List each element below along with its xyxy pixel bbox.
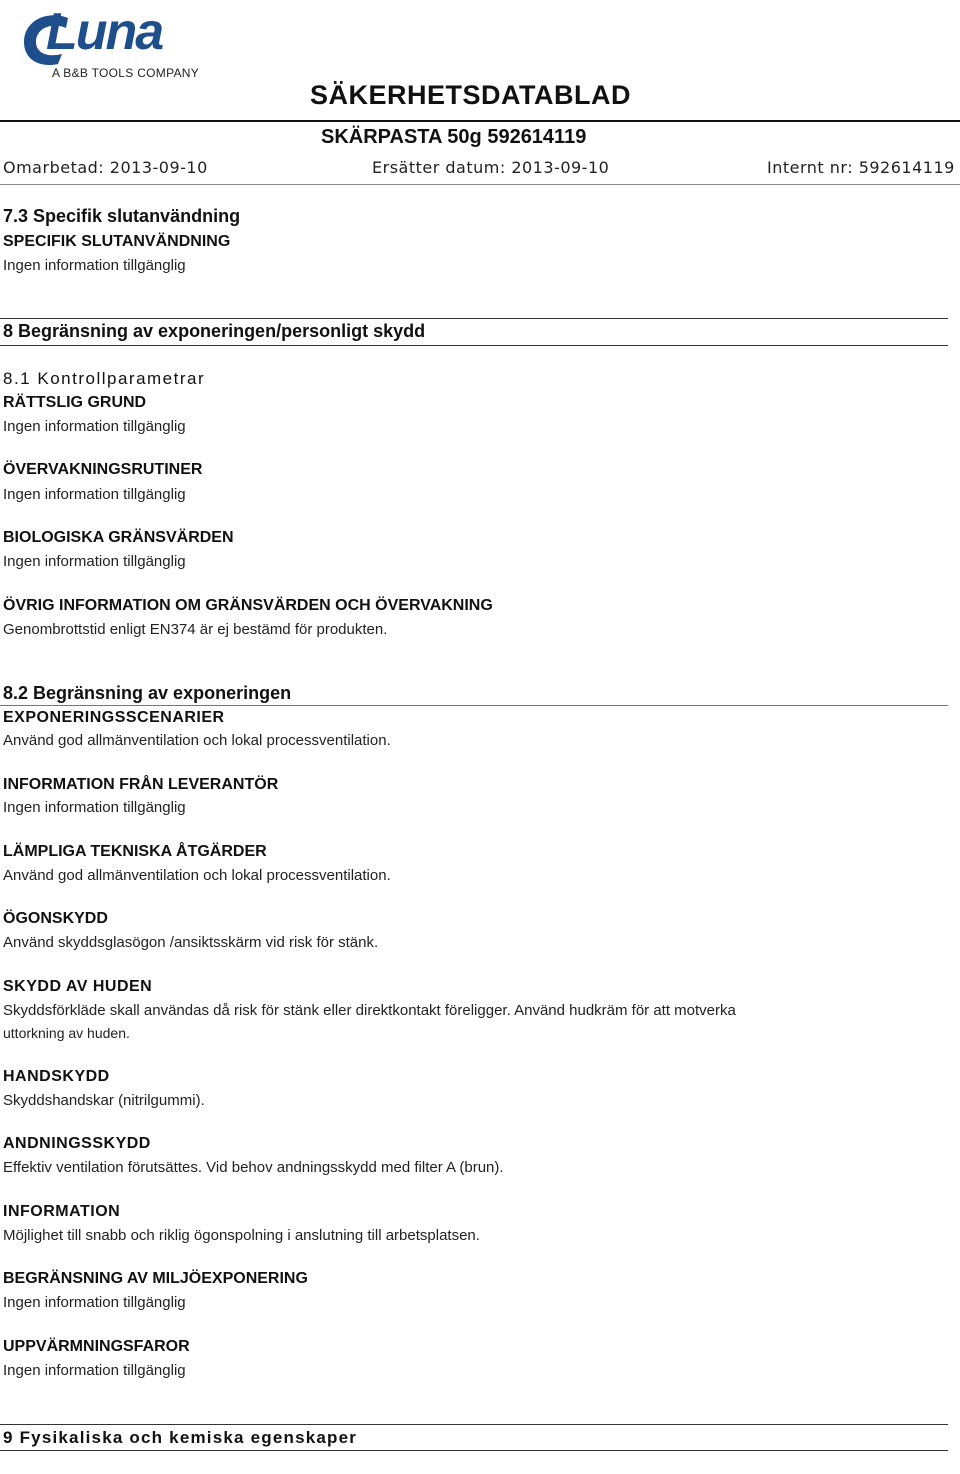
s82-item-label: INFORMATION FRÅN LEVERANTÖR: [3, 776, 279, 793]
section-8-top-rule: [0, 318, 948, 319]
meta-divider: [0, 184, 960, 185]
section-7-3-heading: 7.3 Specifik slutanvändning: [3, 206, 241, 226]
section-8-heading: 8 Begränsning av exponeringen/personligt skydd: [3, 321, 426, 341]
s82-item-label: SKYDD AV HUDEN: [3, 978, 153, 995]
section-9-heading: 9 Fysikaliska och kemiska egenskaper: [3, 1428, 358, 1447]
s81-item-text: Genombrottstid enligt EN374 är ej bestämd för produkten.: [3, 621, 388, 638]
s82-item-label: ÖGONSKYDD: [3, 910, 108, 927]
s81-item-label: BIOLOGISKA GRÄNSVÄRDEN: [3, 529, 234, 546]
document-title: SÄKERHETSDATABLAD: [310, 80, 631, 110]
s81-item-label: RÄTTSLIG GRUND: [3, 394, 147, 411]
s82-item-label: LÄMPLIGA TEKNISKA ÅTGÄRDER: [3, 843, 267, 860]
s82-item-label: HANDSKYDD: [3, 1068, 110, 1085]
replaces-date: Ersätter datum: 2013-09-10: [372, 158, 610, 177]
s82-item-text: Effektiv ventilation förutsättes. Vid behov andningsskydd med filter A (brun).: [3, 1159, 504, 1176]
s82-item-text: Ingen information tillgänglig: [3, 1362, 186, 1379]
s81-item-text: Ingen information tillgänglig: [3, 418, 186, 435]
revised-date: Omarbetad: 2013-09-10: [3, 158, 208, 177]
s82-item-text: Ingen information tillgänglig: [3, 799, 186, 816]
s82-item-text: Möjlighet till snabb och riklig ögonspolning i anslutning till arbetsplatsen.: [3, 1227, 480, 1244]
s81-item-text: Ingen information tillgänglig: [3, 486, 186, 503]
s82-item-label: EXPONERINGSSCENARIER: [3, 709, 225, 726]
s73-label: SPECIFIK SLUTANVÄNDNING: [3, 233, 231, 250]
s81-item-label: ÖVRIG INFORMATION OM GRÄNSVÄRDEN OCH ÖVERVAKNING: [3, 597, 493, 614]
s82-item-text: Skyddshandskar (nitrilgummi).: [3, 1092, 205, 1109]
s82-item-label: BEGRÄNSNING AV MILJÖEXPONERING: [3, 1270, 308, 1287]
s82-item-text-cont: uttorkning av huden.: [3, 1025, 130, 1041]
section-8-2-heading: 8.2 Begränsning av exponeringen: [3, 683, 292, 703]
section-9-bottom-rule: [0, 1450, 948, 1451]
s73-text: Ingen information tillgänglig: [3, 257, 186, 274]
s82-item-label: UPPVÄRMNINGSFAROR: [3, 1338, 190, 1355]
s82-item-label: INFORMATION: [3, 1203, 121, 1220]
s82-item-text: Ingen information tillgänglig: [3, 1294, 186, 1311]
s81-item-label: ÖVERVAKNINGSRUTINER: [3, 461, 203, 478]
section-8-1-heading: 8.1 Kontrollparametrar: [3, 369, 206, 388]
internal-number: Internt nr: 592614119: [767, 158, 955, 177]
header-divider: [0, 120, 960, 122]
s82-item-label: ANDNINGSSKYDD: [3, 1135, 151, 1152]
s81-item-text: Ingen information tillgänglig: [3, 553, 186, 570]
logo-wordmark: Luna: [46, 3, 163, 61]
s82-item-text: Använd skyddsglasögon /ansiktsskärm vid risk för stänk.: [3, 934, 379, 951]
section-8-bottom-rule: [0, 345, 948, 346]
s82-item-text: Använd god allmänventilation och lokal processventilation.: [3, 867, 391, 884]
product-title: SKÄRPASTA 50g 592614119: [321, 126, 587, 148]
s82-item-text: Skyddsförkläde skall användas då risk för stänk eller direktkontakt föreligger. Använd hudkräm för att motverka: [3, 1002, 736, 1019]
section-9-top-rule: [0, 1424, 948, 1425]
logo-tagline: A B&B TOOLS COMPANY: [52, 66, 200, 80]
section-8-2-rule: [0, 705, 948, 706]
s82-item-text: Använd god allmänventilation och lokal processventilation.: [3, 732, 391, 749]
